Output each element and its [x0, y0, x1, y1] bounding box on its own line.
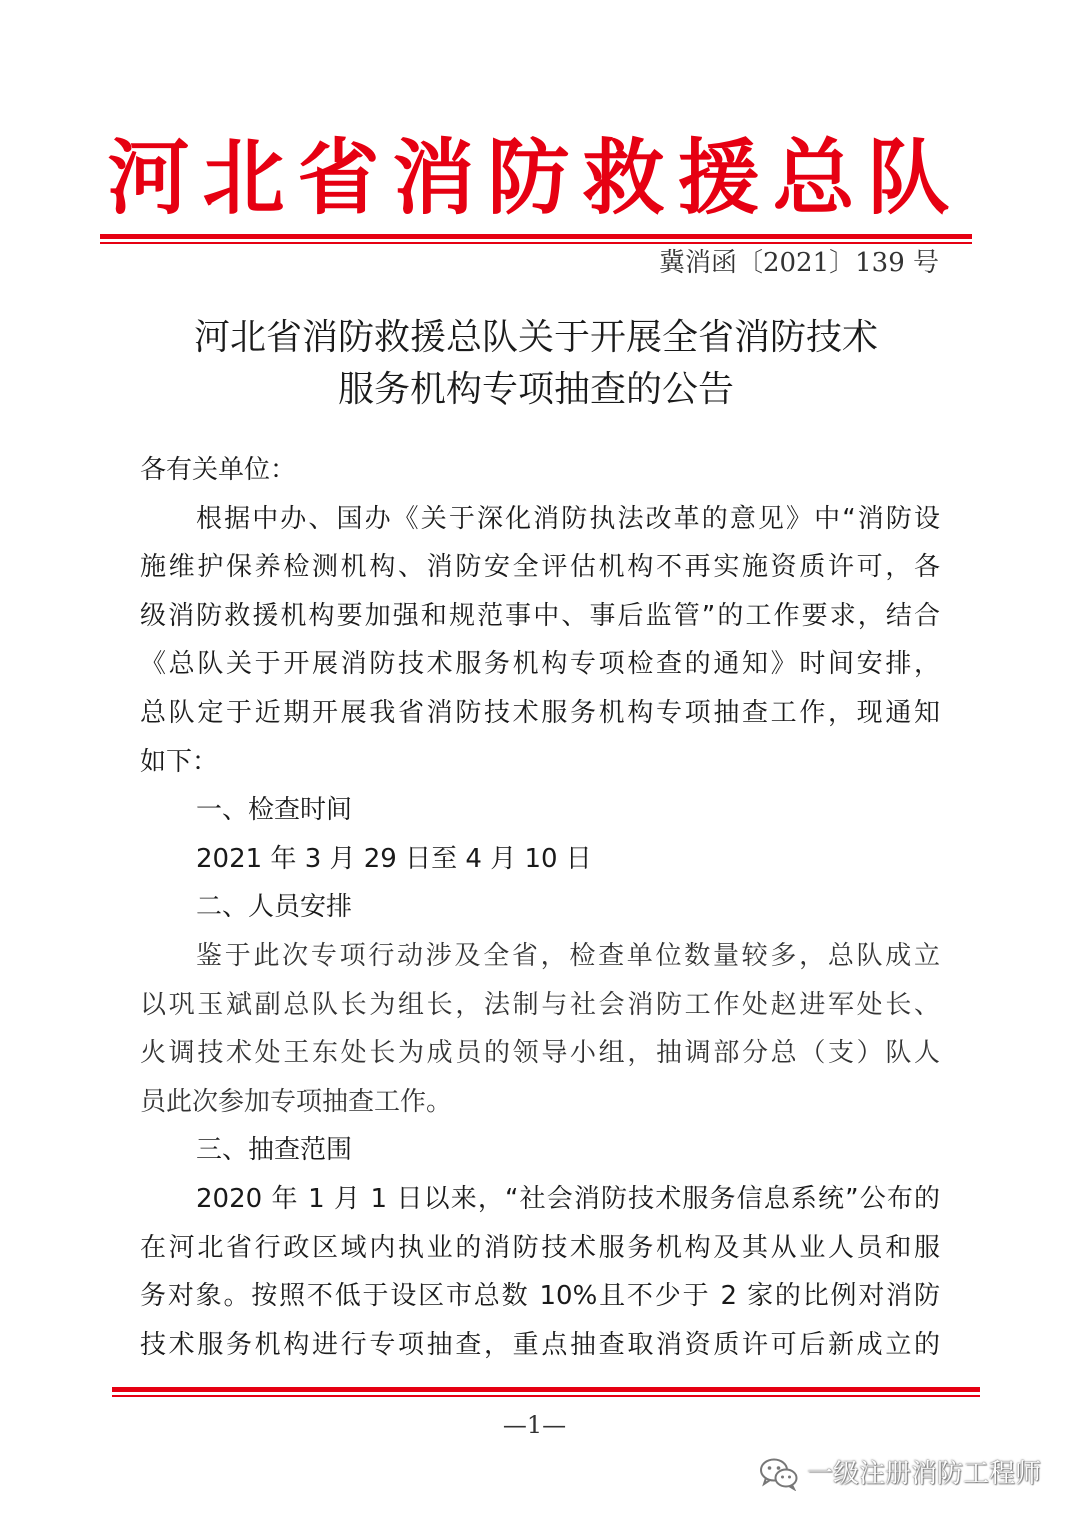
section-heading: 一、检查时间 [196, 795, 353, 826]
document-number: 冀消函〔2021〕139 号 [658, 248, 939, 278]
footer-red-rule-thin [112, 1395, 980, 1397]
watermark-label: 一级注册消防工程师 [806, 1459, 1041, 1489]
paragraph-line: 在河北省行政区域内执业的消防技术服务机构及其从业人员和服 [140, 1232, 940, 1263]
paragraph-line: 技术服务机构进行专项抽查，重点抽查取消资质许可后新成立的 [140, 1329, 940, 1360]
page-number: —1— [502, 1411, 567, 1439]
paragraph-line: 总队定于近期开展我省消防技术服务机构专项抽查工作，现通知 [140, 697, 940, 728]
header-red-rule-thin [100, 242, 972, 244]
section-heading: 三、抽查范围 [196, 1135, 353, 1166]
title-line: 河北省消防救援总队关于开展全省消防技术 [193, 317, 878, 358]
wechat-icon [759, 1457, 799, 1491]
section-heading: 二、人员安排 [196, 892, 353, 923]
title-line: 服务机构专项抽查的公告 [337, 369, 734, 410]
organization-header: 河北省消防救援总队 [107, 130, 963, 226]
footer-red-rule [112, 1387, 980, 1392]
paragraph-line: 以巩玉斌副总队长为组长，法制与社会消防工作处赵进军处长、 [140, 989, 940, 1020]
watermark [759, 1454, 1041, 1494]
paragraph-line: 务对象。按照不低于设区市总数 10%且不少于 2 家的比例对消防 [140, 1281, 940, 1312]
paragraph-line: 火调技术处王东处长为成员的领导小组，抽调部分总（支）队人 [140, 1038, 940, 1069]
document-title [100, 312, 972, 416]
document-body [140, 446, 940, 1369]
paragraph-line: 施维护保养检测机构、消防安全评估机构不再实施资质许可，各 [140, 552, 940, 583]
paragraph-line: 《总队关于开展消防技术服务机构专项检查的通知》时间安排， [140, 649, 940, 680]
salutation: 各有关单位： [140, 455, 297, 485]
paragraph-line: 根据中办、国办《关于深化消防执法改革的意见》中“消防设 [196, 503, 940, 534]
paragraph-line: 员此次参加专项抽查工作。 [140, 1086, 453, 1117]
header-red-rule [100, 234, 972, 239]
paragraph-line: 级消防救援机构要加强和规范事中、事后监管”的工作要求，结合 [140, 600, 940, 631]
paragraph-line: 如下： [140, 746, 219, 777]
section-text: 2021 年 3 月 29 日至 4 月 10 日 [196, 843, 592, 874]
paragraph-line: 鉴于此次专项行动涉及全省，检查单位数量较多，总队成立 [196, 940, 940, 971]
paragraph-line: 2020 年 1 月 1 日以来，“社会消防技术服务信息系统”公布的 [196, 1183, 940, 1214]
